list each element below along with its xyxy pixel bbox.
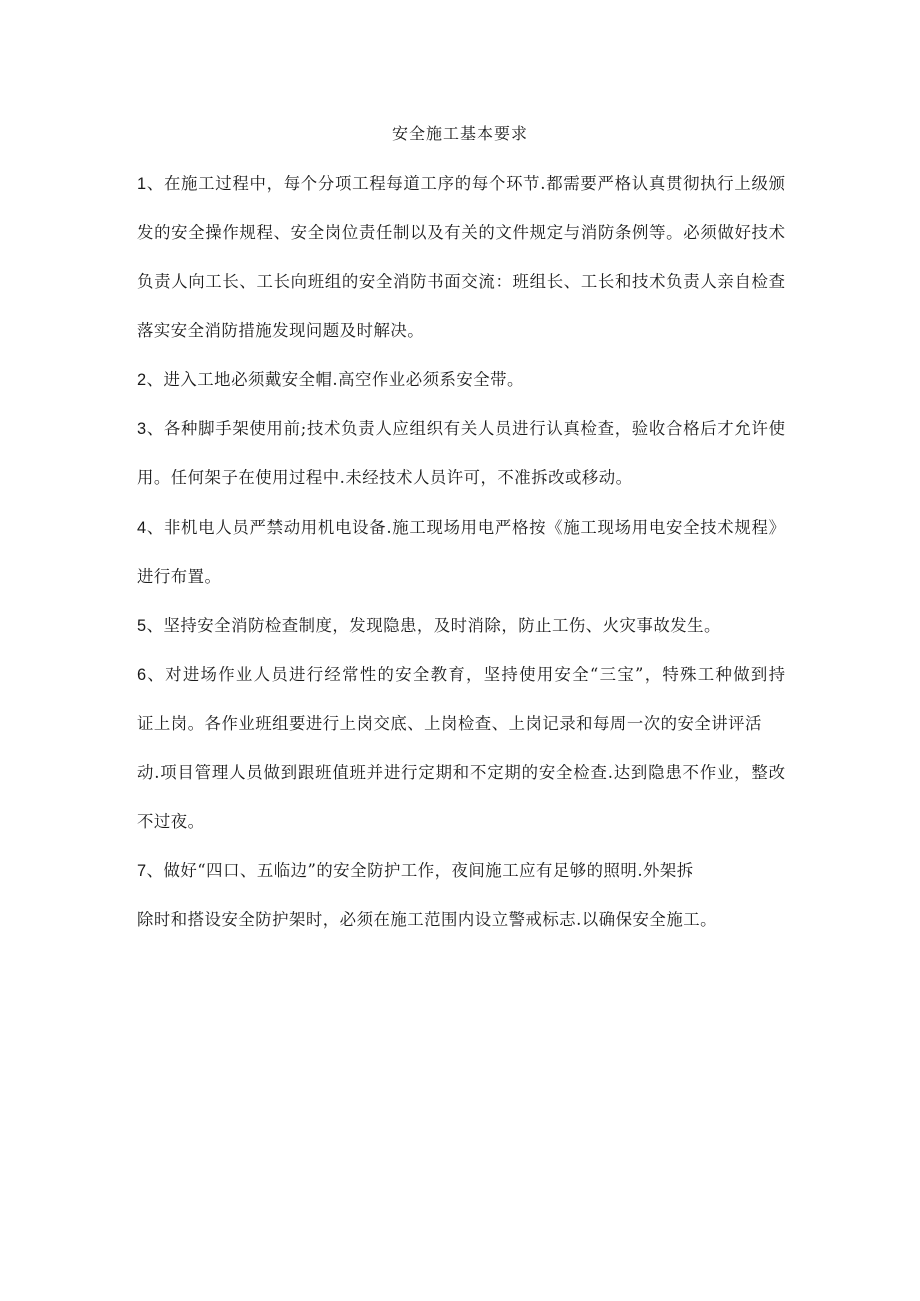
text-line <box>137 859 694 883</box>
line-text: 除时和搭设安全防护架时，必须在施工范围内设立警戒标志.以确保安全施工。 <box>137 910 717 929</box>
text-line <box>137 614 721 638</box>
item-number: 7 <box>137 862 147 880</box>
line-text: 、进入工地必须戴安全帽.高空作业必须系安全带。 <box>146 370 524 389</box>
line-text: 、对进场作业人员进行经常性的安全教育，坚持使用安全“三宝”，特殊工种做到持 <box>146 665 785 684</box>
line-text: 发的安全操作规程、安全岗位责任制以及有关的文件规定与消防条例等。必须做好技术 <box>137 223 785 242</box>
text-line <box>137 908 717 932</box>
line-text: 、坚持安全消防检查制度，发现隐患，及时消除，防止工伤、火灾事故发生。 <box>146 616 721 635</box>
text-line <box>137 565 221 589</box>
line-text: 、非机电人员严禁动用机电设备.施工现场用电严格按《施工现场用电安全技术规程》 <box>146 518 785 537</box>
line-text: 用。任何架子在使用过程中.未经技术人员许可，不准拆改或移动。 <box>137 468 633 487</box>
item-number: 3 <box>137 420 147 438</box>
line-text: 动.项目管理人员做到跟班值班并进行定期和不定期的安全检查.达到隐患不作业，整改 <box>137 763 785 782</box>
text-line <box>137 761 785 785</box>
line-text: 、各种脚手架使用前;技术负责人应组织有关人员进行认真检查，验收合格后才允许使 <box>146 419 785 438</box>
text-line <box>137 172 785 196</box>
text-line <box>137 516 785 540</box>
document-title: 安全施工基本要求 <box>391 124 528 143</box>
text-line <box>137 466 633 490</box>
line-text: 、做好“四口、五临边”的安全防护工作，夜间施工应有足够的照明.外架拆 <box>146 861 694 880</box>
text-line <box>137 368 524 392</box>
line-text: 、在施工过程中，每个分项工程每道工序的每个环节.都需要严格认真贯彻执行上级颁 <box>146 174 785 193</box>
text-line <box>137 417 785 441</box>
item-number: 5 <box>137 617 147 635</box>
text-line <box>137 663 785 687</box>
text-line <box>137 810 205 834</box>
line-text: 落实安全消防措施发现问题及时解决。 <box>137 321 425 340</box>
text-line <box>137 270 785 294</box>
line-text: 负责人向工长、工长向班组的安全消防书面交流：班组长、工长和技术负责人亲自检查 <box>137 272 785 291</box>
text-line <box>137 221 785 245</box>
line-text: 不过夜。 <box>137 812 205 831</box>
item-number: 4 <box>137 519 147 537</box>
line-text: 进行布置。 <box>137 567 222 586</box>
item-number: 2 <box>137 371 147 389</box>
text-line <box>137 712 762 736</box>
item-number: 1 <box>137 175 147 193</box>
text-line <box>137 319 424 343</box>
line-text: 证上岗。各作业班组要进行上岗交底、上岗检查、上岗记录和每周一次的安全讲评活 <box>137 714 762 733</box>
item-number: 6 <box>137 666 147 684</box>
